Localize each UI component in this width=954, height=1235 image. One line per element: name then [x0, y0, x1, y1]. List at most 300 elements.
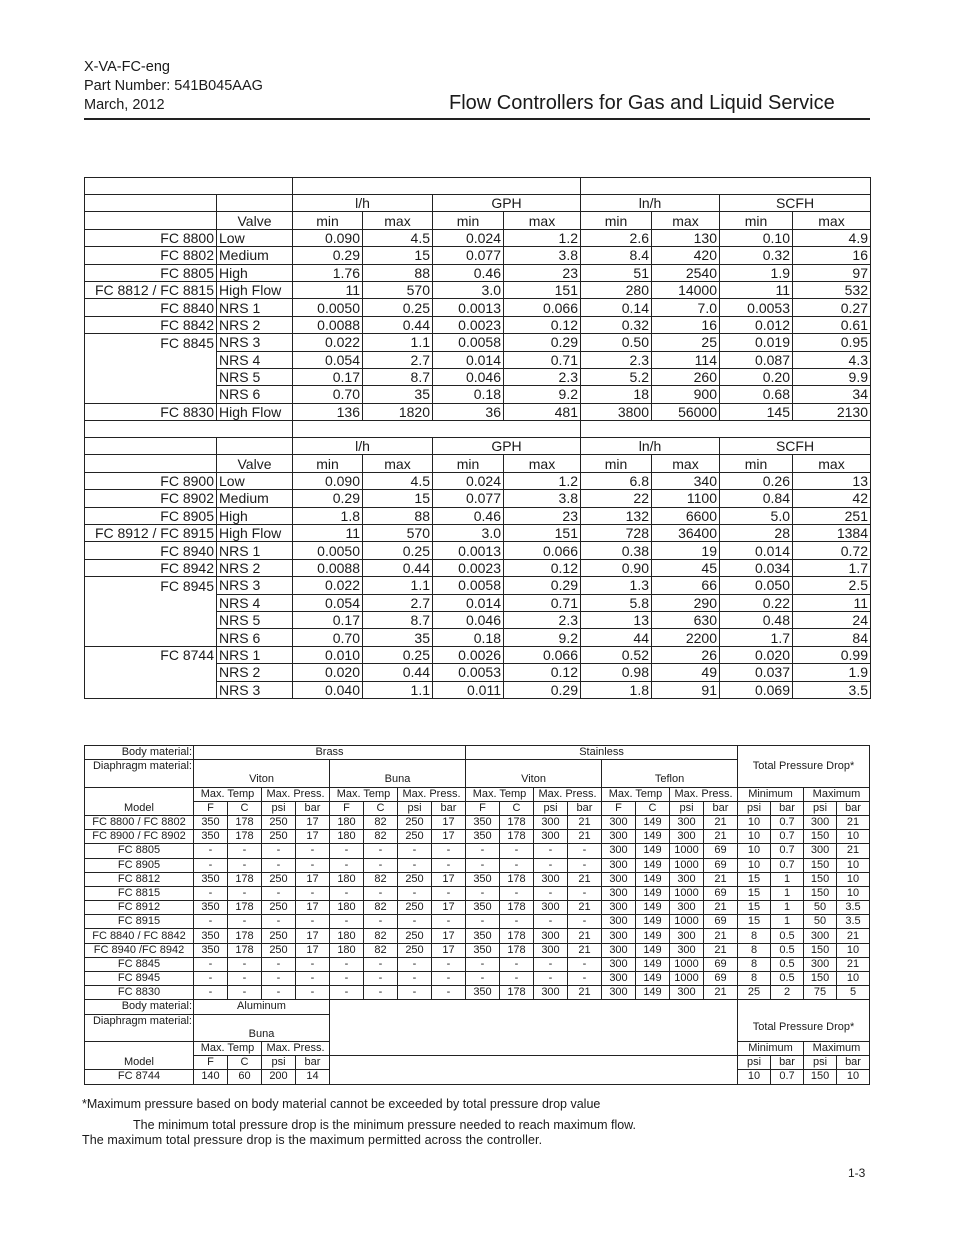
blank-cell: [581, 421, 871, 438]
value-cell: -: [398, 986, 432, 1000]
value-cell: -: [194, 844, 228, 858]
valve-cell: NRS 2: [217, 316, 293, 333]
value-cell: 4.5: [363, 229, 433, 246]
value-cell: 1.1: [363, 334, 433, 351]
value-cell: -: [534, 844, 568, 858]
value-cell: 0.0088: [293, 559, 363, 576]
model-cell: [85, 368, 217, 385]
blank-cell: [602, 760, 738, 774]
unit-cell: bar: [704, 801, 738, 815]
value-cell: 0.70: [293, 386, 363, 403]
diaphragm-material-label: Diaphragm material:: [85, 1014, 194, 1028]
model-cell: FC 8812: [85, 872, 194, 886]
value-cell: 150: [804, 858, 837, 872]
value-cell: -: [228, 972, 262, 986]
value-cell: 300: [602, 815, 636, 829]
model-cell: [85, 629, 217, 646]
model-cell: FC 8805: [85, 264, 217, 281]
buna-header: Buna: [330, 773, 466, 787]
value-cell: -: [296, 972, 330, 986]
unit-cell: psi: [670, 801, 704, 815]
value-cell: 0.17: [293, 368, 363, 385]
value-cell: 0.050: [720, 577, 793, 594]
min-header: min: [293, 455, 363, 472]
value-cell: 532: [793, 281, 871, 298]
blank-cell: [330, 1000, 738, 1056]
value-cell: 0.019: [720, 334, 793, 351]
unit-header: ln/h: [581, 195, 720, 212]
value-cell: 49: [652, 664, 720, 681]
value-cell: 1.7: [720, 629, 793, 646]
value-cell: 2.5: [793, 577, 871, 594]
value-cell: 14: [296, 1070, 330, 1084]
value-cell: 0.5: [771, 929, 804, 943]
unit-cell: bar: [837, 801, 870, 815]
flow-data-row: [85, 646, 871, 663]
value-cell: -: [296, 886, 330, 900]
value-cell: 300: [602, 830, 636, 844]
value-cell: 0.077: [433, 490, 504, 507]
value-cell: 10: [837, 858, 870, 872]
unit-cell: C: [364, 801, 398, 815]
unit-header-row: [85, 195, 871, 212]
value-cell: 0.25: [363, 542, 433, 559]
model-cell: FC 8905: [85, 858, 194, 872]
value-cell: 21: [704, 830, 738, 844]
value-cell: 0.040: [293, 681, 363, 698]
value-cell: 50: [804, 901, 837, 915]
model-cell: FC 8942: [85, 559, 217, 576]
value-cell: 15: [738, 901, 771, 915]
max-header: max: [793, 455, 871, 472]
value-cell: 0.50: [581, 334, 652, 351]
value-cell: -: [398, 957, 432, 971]
value-cell: 1000: [670, 844, 704, 858]
value-cell: 178: [500, 929, 534, 943]
value-cell: 3.8: [504, 490, 581, 507]
value-cell: 0.29: [504, 334, 581, 351]
flow-data-row: [85, 334, 871, 351]
value-cell: -: [432, 858, 466, 872]
value-cell: -: [466, 915, 500, 929]
pressure-data-row: [85, 858, 870, 872]
value-cell: 10: [738, 844, 771, 858]
value-cell: -: [398, 972, 432, 986]
value-cell: 21: [568, 901, 602, 915]
valve-cell: Low: [217, 472, 293, 489]
value-cell: -: [262, 957, 296, 971]
max-temp-header: Max. Temp: [466, 787, 534, 801]
value-cell: 300: [534, 872, 568, 886]
value-cell: 0.087: [720, 351, 793, 368]
value-cell: 0.010: [293, 646, 363, 663]
value-cell: 0.29: [293, 247, 363, 264]
diaphragm-material-label: Diaphragm material:: [85, 760, 194, 774]
value-cell: 300: [670, 830, 704, 844]
value-cell: 0.022: [293, 577, 363, 594]
value-cell: -: [432, 957, 466, 971]
pressure-data-row: [85, 972, 870, 986]
blank-cell: [85, 455, 217, 472]
value-cell: 8: [738, 972, 771, 986]
value-cell: 340: [652, 472, 720, 489]
model-cell: FC 8744: [85, 1070, 194, 1084]
blank-cell: [194, 760, 330, 774]
value-cell: -: [364, 886, 398, 900]
value-cell: 13: [581, 611, 652, 628]
value-cell: 300: [534, 901, 568, 915]
unit-cell: C: [228, 801, 262, 815]
value-cell: 150: [804, 872, 837, 886]
value-cell: 66: [652, 577, 720, 594]
value-cell: 8: [738, 943, 771, 957]
value-cell: 180: [330, 872, 364, 886]
value-cell: 250: [262, 943, 296, 957]
blank-cell: [85, 1028, 194, 1042]
total-pressure-drop-header: Total Pressure Drop*: [738, 1014, 870, 1041]
value-cell: 250: [262, 815, 296, 829]
valve-cell: NRS 3: [217, 681, 293, 698]
value-cell: 280: [581, 281, 652, 298]
value-cell: 3.5: [837, 915, 870, 929]
max-temp-header: Max. Temp: [194, 1041, 262, 1055]
model-cell: FC 8905: [85, 507, 217, 524]
value-cell: 10: [837, 830, 870, 844]
value-cell: 2540: [652, 264, 720, 281]
flow-data-row: [85, 472, 871, 489]
value-cell: 250: [262, 901, 296, 915]
minimum-header: Minimum: [738, 787, 804, 801]
max-press-header: Max. Press.: [262, 787, 330, 801]
flow-data-row: [85, 247, 871, 264]
value-cell: 0.26: [720, 472, 793, 489]
value-cell: 180: [330, 815, 364, 829]
pressure-data-row: [85, 957, 870, 971]
value-cell: 0.18: [433, 629, 504, 646]
value-cell: -: [568, 858, 602, 872]
model-cell: FC 8802: [85, 247, 217, 264]
value-cell: 2200: [652, 629, 720, 646]
value-cell: 2.3: [504, 368, 581, 385]
value-cell: 180: [330, 943, 364, 957]
value-cell: -: [364, 858, 398, 872]
model-cell: FC 8845: [85, 957, 194, 971]
value-cell: 21: [704, 872, 738, 886]
model-cell: FC 8800 / FC 8802: [85, 815, 194, 829]
valve-cell: Medium: [217, 247, 293, 264]
value-cell: -: [194, 972, 228, 986]
value-cell: 0.22: [720, 594, 793, 611]
brass-header: Brass: [194, 746, 466, 760]
value-cell: 0.014: [433, 351, 504, 368]
value-cell: 84: [793, 629, 871, 646]
value-cell: 18: [581, 386, 652, 403]
limit-header-row: [85, 787, 870, 801]
value-cell: 0.020: [293, 664, 363, 681]
value-cell: 0.61: [793, 316, 871, 333]
value-cell: 0.090: [293, 229, 363, 246]
model-cell: [85, 351, 217, 368]
value-cell: 300: [804, 957, 837, 971]
blank-cell: [194, 1014, 330, 1028]
unit-cell: F: [330, 801, 364, 815]
value-cell: 300: [602, 901, 636, 915]
value-cell: -: [296, 957, 330, 971]
value-cell: 3.8: [504, 247, 581, 264]
model-cell: FC 8900 / FC 8902: [85, 830, 194, 844]
value-cell: 5: [837, 986, 870, 1000]
value-cell: 21: [568, 929, 602, 943]
value-cell: 4.5: [363, 472, 433, 489]
pressure-rating-table: [84, 745, 870, 1085]
value-cell: 11: [793, 594, 871, 611]
value-cell: 21: [837, 844, 870, 858]
pressure-data-row: [85, 901, 870, 915]
unit-cell: bar: [432, 801, 466, 815]
value-cell: 0.011: [433, 681, 504, 698]
value-cell: 178: [500, 901, 534, 915]
value-cell: 34: [793, 386, 871, 403]
value-cell: -: [568, 972, 602, 986]
flow-data-row: [85, 281, 871, 298]
pressure-data-row: [85, 844, 870, 858]
valve-cell: NRS 1: [217, 542, 293, 559]
unit-header: ln/h: [581, 438, 720, 455]
blank-cell: [85, 1041, 194, 1055]
value-cell: 178: [500, 943, 534, 957]
value-cell: 17: [432, 901, 466, 915]
flow-data-row: [85, 403, 871, 420]
model-cell: FC 8845: [85, 334, 217, 351]
value-cell: 1000: [670, 886, 704, 900]
value-cell: 150: [804, 943, 837, 957]
value-cell: 900: [652, 386, 720, 403]
value-cell: 2.7: [363, 594, 433, 611]
value-cell: 178: [500, 986, 534, 1000]
value-cell: 17: [296, 901, 330, 915]
value-cell: 0.024: [433, 472, 504, 489]
value-cell: 0.29: [293, 490, 363, 507]
value-cell: 0.98: [581, 664, 652, 681]
value-cell: 0.022: [293, 334, 363, 351]
model-header: Model: [85, 1056, 194, 1070]
value-cell: -: [330, 886, 364, 900]
model-cell: FC 8915: [85, 915, 194, 929]
value-cell: 350: [466, 815, 500, 829]
value-cell: 290: [652, 594, 720, 611]
value-cell: 0.32: [581, 316, 652, 333]
unit-cell: F: [466, 801, 500, 815]
value-cell: 0.7: [771, 815, 804, 829]
value-cell: 178: [228, 943, 262, 957]
value-cell: 0.0013: [433, 299, 504, 316]
valve-cell: NRS 1: [217, 646, 293, 663]
value-cell: 0.0026: [433, 646, 504, 663]
value-cell: 250: [398, 929, 432, 943]
value-cell: 145: [720, 403, 793, 420]
value-cell: 88: [363, 507, 433, 524]
value-cell: -: [364, 957, 398, 971]
valve-cell: NRS 4: [217, 594, 293, 611]
value-cell: 350: [194, 872, 228, 886]
footnote: *Maximum pressure based on body material cannot be exceeded by total pressure drop value: [82, 1097, 601, 1111]
value-cell: 0.44: [363, 559, 433, 576]
body-material-label: Body material:: [85, 746, 194, 760]
section-divider-row: [85, 178, 871, 195]
model-cell: FC 8800: [85, 229, 217, 246]
value-cell: 1000: [670, 858, 704, 872]
value-cell: 21: [568, 815, 602, 829]
value-cell: 69: [704, 972, 738, 986]
value-cell: 3.0: [433, 281, 504, 298]
value-cell: 0.0088: [293, 316, 363, 333]
model-header: Model: [85, 801, 194, 815]
value-cell: 0.44: [363, 316, 433, 333]
value-cell: 0.12: [504, 559, 581, 576]
unit-row: [85, 801, 870, 815]
value-cell: 17: [432, 929, 466, 943]
pressure-data-row: [85, 929, 870, 943]
value-cell: 178: [500, 872, 534, 886]
value-cell: 0.0023: [433, 559, 504, 576]
value-cell: -: [466, 886, 500, 900]
valve-cell: NRS 3: [217, 334, 293, 351]
value-cell: 1.8: [581, 681, 652, 698]
value-cell: 0.12: [504, 316, 581, 333]
value-cell: 0.7: [771, 844, 804, 858]
unit-cell: psi: [262, 801, 296, 815]
value-cell: -: [432, 886, 466, 900]
value-cell: 2: [771, 986, 804, 1000]
header-divider: [84, 118, 870, 120]
max-pressure-note: The maximum total pressure drop is the maximum permitted across the controller.: [82, 1133, 543, 1147]
minmax-header-row: [85, 455, 871, 472]
value-cell: 0.024: [433, 229, 504, 246]
value-cell: -: [330, 957, 364, 971]
value-cell: 0.066: [504, 542, 581, 559]
value-cell: -: [296, 915, 330, 929]
value-cell: 21: [704, 815, 738, 829]
value-cell: -: [330, 915, 364, 929]
value-cell: 1384: [793, 525, 871, 542]
value-cell: 0.090: [293, 472, 363, 489]
max-header: max: [652, 455, 720, 472]
value-cell: 350: [466, 830, 500, 844]
value-cell: 150: [804, 1070, 837, 1084]
value-cell: -: [330, 858, 364, 872]
unit-cell: F: [602, 801, 636, 815]
value-cell: 35: [363, 386, 433, 403]
value-cell: 151: [504, 525, 581, 542]
value-cell: 250: [398, 830, 432, 844]
model-cell: FC 8840 / FC 8842: [85, 929, 194, 943]
model-cell: FC 8940 /FC 8942: [85, 943, 194, 957]
flow-data-row: [85, 629, 871, 646]
value-cell: 88: [363, 264, 433, 281]
unit-cell: bar: [568, 801, 602, 815]
value-cell: 0.68: [720, 386, 793, 403]
unit-cell: bar: [837, 1056, 870, 1070]
max-temp-header: Max. Temp: [602, 787, 670, 801]
value-cell: 69: [704, 886, 738, 900]
value-cell: 25: [738, 986, 771, 1000]
flow-data-row: [85, 368, 871, 385]
value-cell: -: [466, 972, 500, 986]
part-number: Part Number: 541B045AAG: [84, 78, 263, 94]
value-cell: 300: [534, 830, 568, 844]
max-press-header: Max. Press.: [398, 787, 466, 801]
value-cell: 2.6: [581, 229, 652, 246]
pressure-data-row: [85, 986, 870, 1000]
viton-header: Viton: [194, 773, 330, 787]
value-cell: 21: [837, 929, 870, 943]
value-cell: 3.0: [433, 525, 504, 542]
value-cell: 350: [194, 929, 228, 943]
value-cell: 0.46: [433, 507, 504, 524]
value-cell: 350: [194, 830, 228, 844]
value-cell: 300: [602, 972, 636, 986]
value-cell: 0.29: [504, 681, 581, 698]
model-cell: FC 8815: [85, 886, 194, 900]
value-cell: 350: [466, 943, 500, 957]
unit-header-row: [85, 438, 871, 455]
value-cell: 1: [771, 886, 804, 900]
blank-cell: [293, 421, 581, 438]
value-cell: 0.95: [793, 334, 871, 351]
value-cell: -: [398, 844, 432, 858]
value-cell: 300: [670, 901, 704, 915]
value-cell: 1.8: [293, 507, 363, 524]
value-cell: 10: [837, 872, 870, 886]
value-cell: 149: [636, 858, 670, 872]
body-material-label: Body material:: [85, 1000, 194, 1014]
value-cell: -: [534, 858, 568, 872]
value-cell: 1100: [652, 490, 720, 507]
value-cell: -: [296, 844, 330, 858]
value-cell: 0.0050: [293, 542, 363, 559]
value-cell: 45: [652, 559, 720, 576]
model-cell: FC 8945: [85, 577, 217, 594]
value-cell: 8: [738, 957, 771, 971]
model-cell: [85, 386, 217, 403]
value-cell: 250: [398, 872, 432, 886]
valve-header: Valve: [217, 212, 293, 229]
value-cell: -: [228, 915, 262, 929]
value-cell: 178: [228, 815, 262, 829]
flow-data-row: [85, 559, 871, 576]
unit-cell: psi: [804, 801, 837, 815]
value-cell: -: [432, 844, 466, 858]
blank-cell: [217, 438, 293, 455]
value-cell: 14000: [652, 281, 720, 298]
value-cell: 251: [793, 507, 871, 524]
value-cell: 3.5: [793, 681, 871, 698]
blank-cell: [85, 421, 293, 438]
value-cell: -: [262, 858, 296, 872]
value-cell: 0.18: [433, 386, 504, 403]
valve-cell: High Flow: [217, 281, 293, 298]
value-cell: 350: [466, 901, 500, 915]
value-cell: 0.5: [771, 972, 804, 986]
value-cell: 24: [793, 611, 871, 628]
value-cell: 0.037: [720, 664, 793, 681]
value-cell: 300: [534, 929, 568, 943]
pressure-data-row: [85, 886, 870, 900]
total-pressure-drop-header: Total Pressure Drop*: [738, 746, 870, 788]
value-cell: 0.066: [504, 299, 581, 316]
value-cell: -: [262, 844, 296, 858]
value-cell: 0.99: [793, 646, 871, 663]
